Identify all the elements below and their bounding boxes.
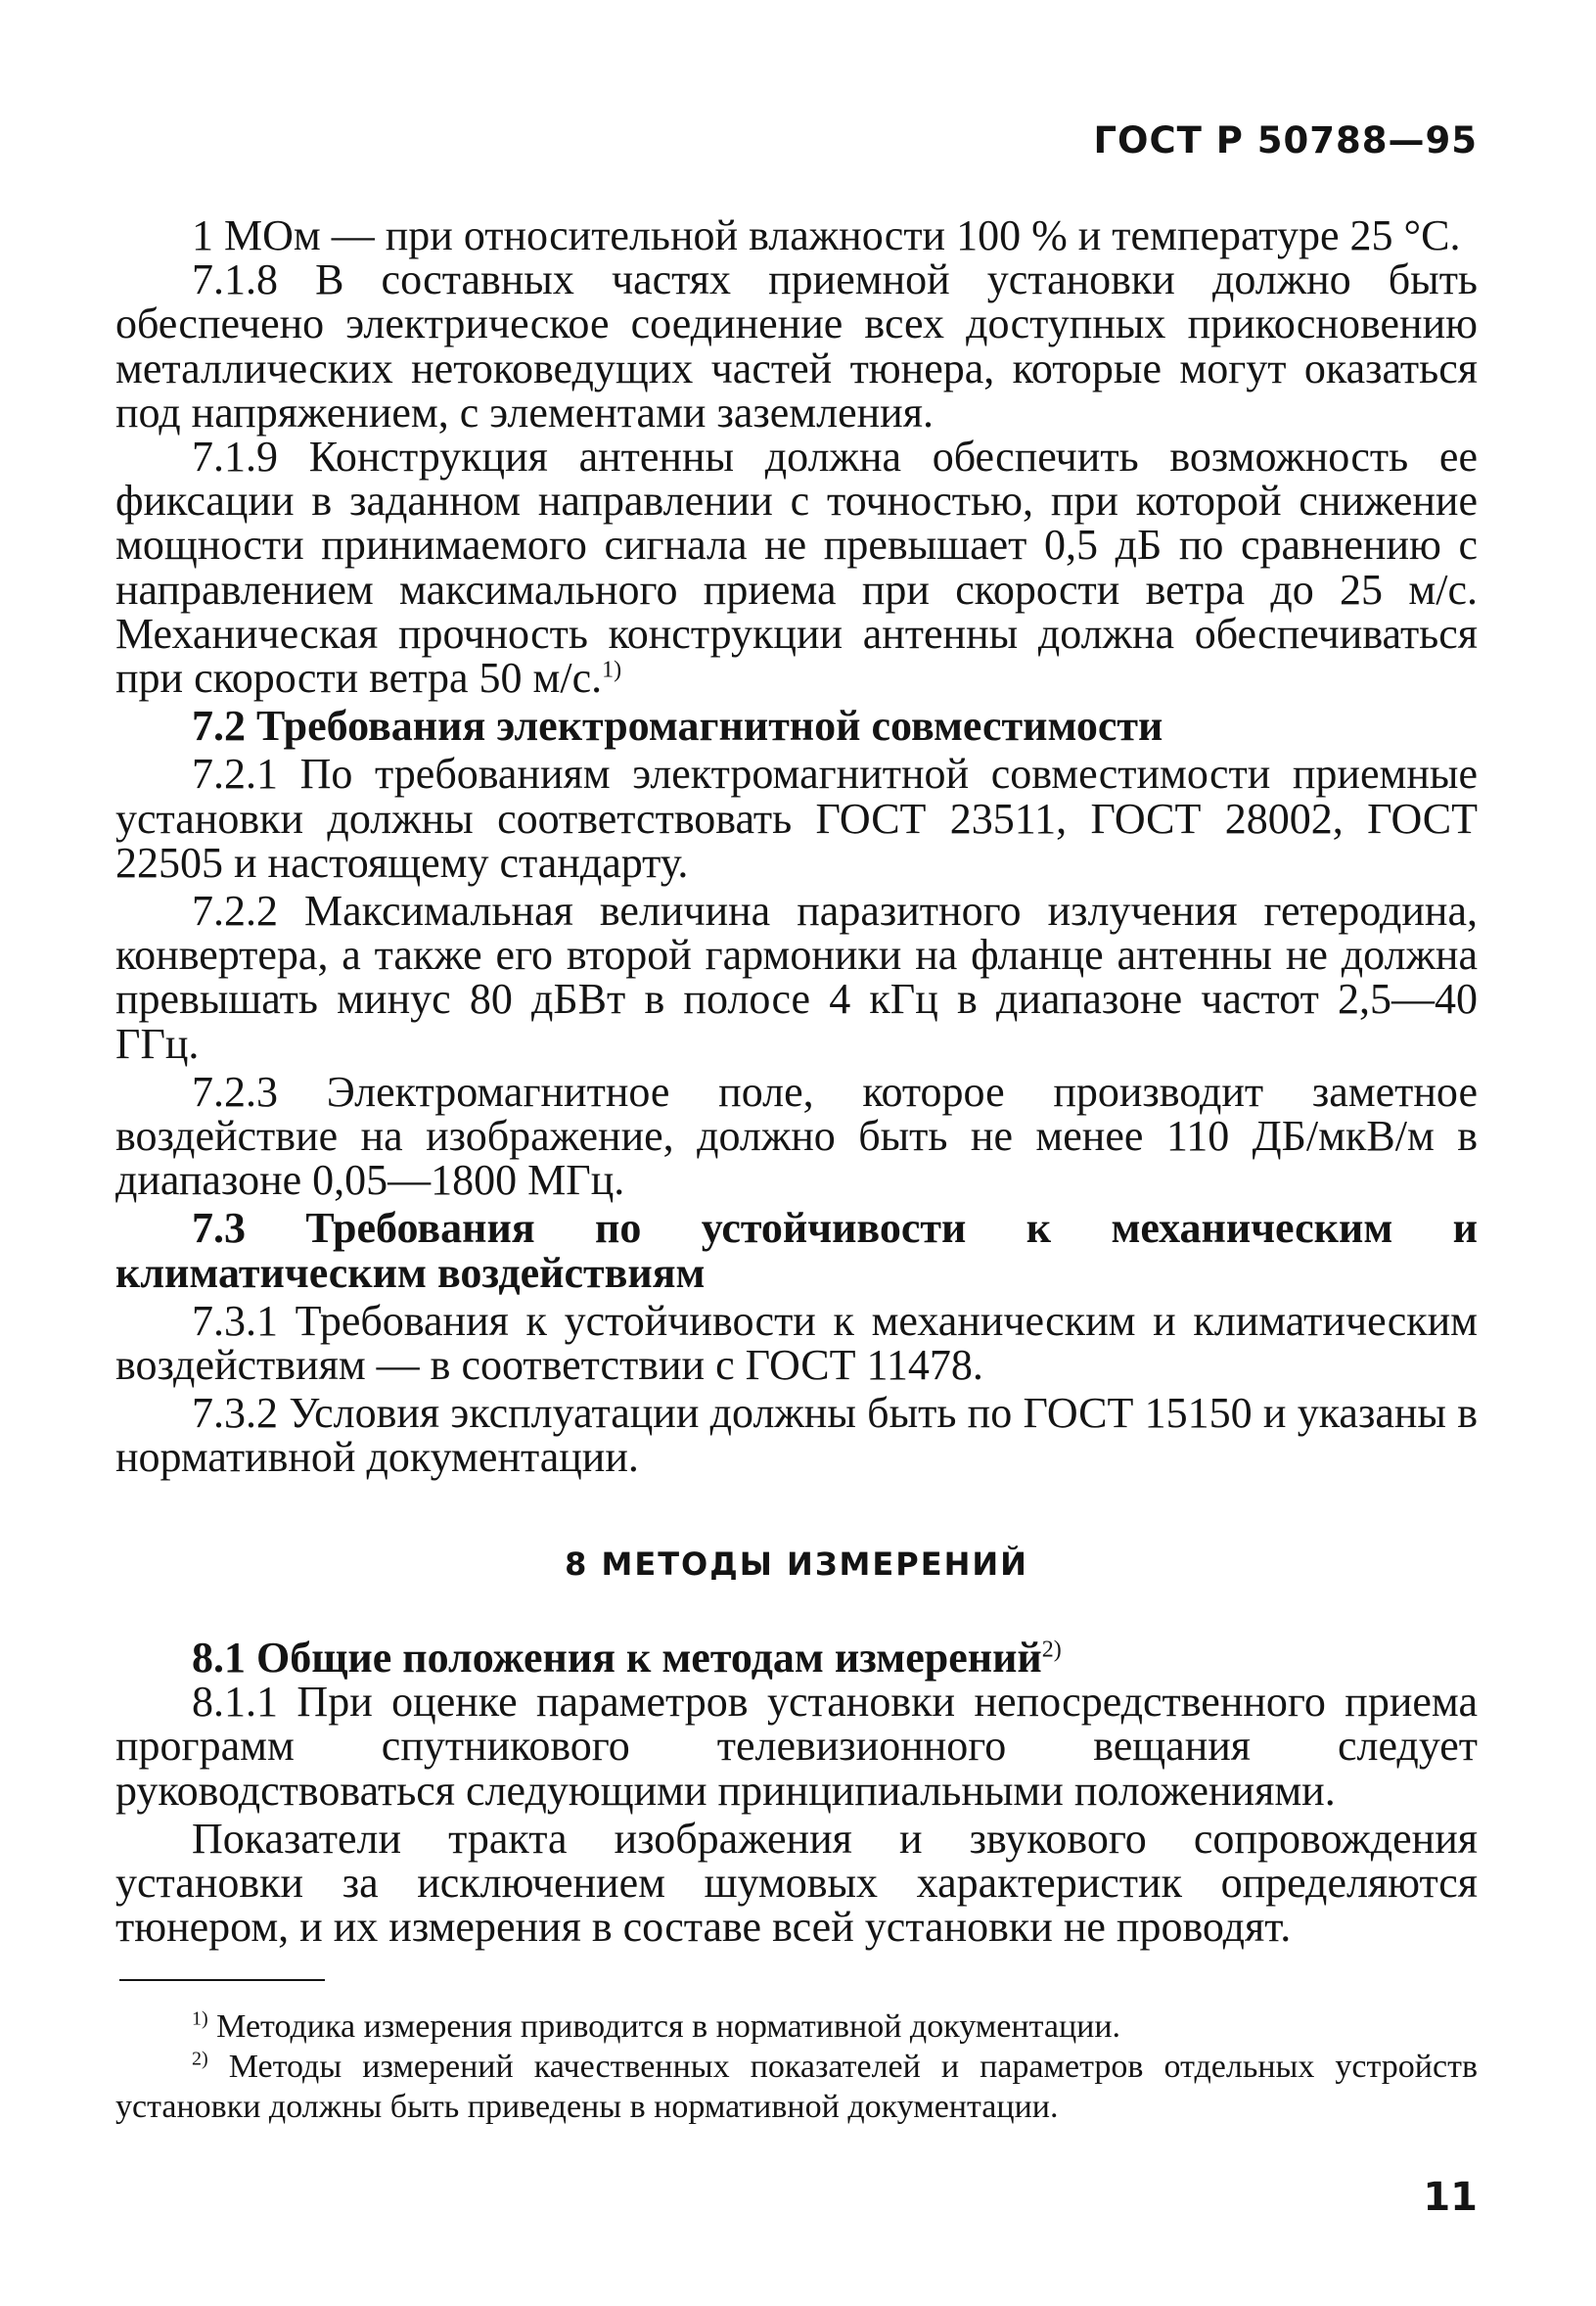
paragraph-7-1-9-text: 7.1.9 Конструкция антенны должна обеспечить возможность ее фиксации в заданном направлении с точностью, при которой снижение мощности принимаемого сигнала не превышает 0,5 дБ по сравнению с направлением максимального приема при скорости ветра до 25 м/с. Механическая прочность конструкции антенны должна обеспечиваться при скорости ветра 50 м/с. — [115, 433, 1478, 703]
heading-7-3 — [115, 1204, 1478, 1297]
heading-7-2-text: 7.2 Требования электромагнитной совместимости — [192, 702, 1163, 751]
heading-7-3-text: 7.3 Требования по устойчивости к механическим и климатическим воздействиям — [115, 1204, 1478, 1297]
footnote-divider — [119, 1979, 325, 1981]
document-code: ГОСТ Р 50788—95 — [1093, 119, 1478, 161]
paragraph-resistance: 1 МОм — при относительной влажности 100 % и температуре 25 °С. — [192, 211, 1461, 259]
footnote-ref-2: 2) — [1041, 1637, 1062, 1663]
footnote-2-text: Методы измерений качественных показателей и параметров отдельных устройств установки должны быть приведены в нормативной документации. — [115, 2049, 1478, 2125]
footnote-1-mark: 1) — [192, 2007, 208, 2030]
paragraph-7-2-2: 7.2.2 Максимальная величина паразитного излучения гетеродина, конвертера, а также его второй гармоники на фланце антенны не должна превышать минус 80 дБВт в полосе 4 кГц в диапазоне частот 2,5—40 ГГц. — [115, 887, 1478, 1068]
paragraph-8-1-1: 8.1.1 При оценке параметров установки непосредственного приема программ спутникового телевизионного вещания следует руководствоваться следующими принципиальными положениями. — [115, 1678, 1478, 1815]
heading-7-2 — [115, 702, 1478, 751]
section-8-title: 8 МЕТОДЫ ИЗМЕРЕНИЙ — [565, 1545, 1028, 1583]
footnote-2 — [115, 2047, 1478, 2127]
heading-8-1-text: 8.1 Общие положения к методам измерений — [192, 1633, 1042, 1682]
paragraph-7-2-3: 7.2.3 Электромагнитное поле, которое производит заметное воздействие на изображение, должно быть не менее 110 ДБ/мкВ/м в диапазоне 0,05—1800 МГц. — [115, 1067, 1478, 1205]
footnote-1-text: Методика измерения приводится в нормативной документации. — [216, 2008, 1121, 2045]
paragraph-7-2-1: 7.2.1 По требованиям электромагнитной совместимости приемные установки должны соответствовать ГОСТ 23511, ГОСТ 28002, ГОСТ 22505 и настоящему стандарту. — [115, 750, 1478, 887]
document-page — [115, 0, 1478, 2306]
paragraph-7-3-2: 7.3.2 Условия эксплуатации должны быть по ГОСТ 15150 и указаны в нормативной документации. — [115, 1389, 1478, 1482]
footnote-2-mark: 2) — [192, 2048, 208, 2070]
heading-8-1 — [115, 1633, 1478, 1682]
paragraph-7-1-9 — [115, 433, 1478, 703]
footnote-ref-1: 1) — [602, 657, 622, 683]
paragraph-7-3-1: 7.3.1 Требования к устойчивости к механическим и климатическим воздействиям — в соответствии с ГОСТ 11478. — [115, 1296, 1478, 1390]
footnotes — [115, 2006, 1478, 2127]
paragraph-7-1-8: 7.1.8 В составных частях приемной установки должно быть обеспечено электрическое соединение всех доступных прикосновению металлических нетоковедущих частей тюнера, которые могут оказаться под напряжением, с элементами заземления. — [115, 255, 1478, 437]
page-number: 11 — [1423, 2175, 1478, 2220]
document-body — [115, 211, 1478, 1952]
footnote-1 — [115, 2006, 1478, 2047]
paragraph-8-1-2: Показатели тракта изображения и звукового сопровождения установки за исключением шумовых характеристик определяются тюнером, и их измерения в составе всей установки не проводят. — [115, 1814, 1478, 1952]
